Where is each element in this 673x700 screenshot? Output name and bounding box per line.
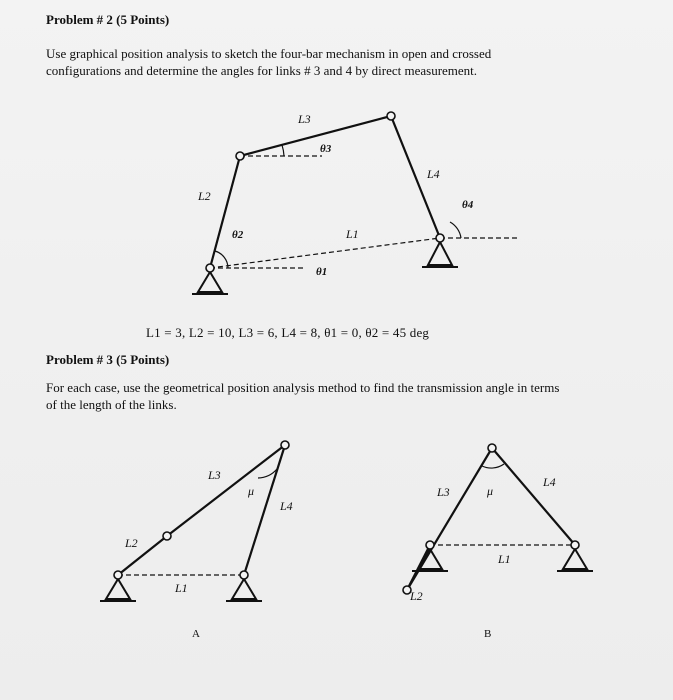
figB-caption: B [484,628,492,640]
problem3-heading: Problem # 3 (5 Points) [46,352,170,367]
problem2-line2: configurations and determine the angles for links # 3 and 4 by direct measurement. [46,63,478,78]
figB-mu-arc [482,464,504,468]
figA-ground-pivot-right [240,571,248,579]
figB-label-L1: L1 [498,552,511,566]
figA-caption: A [192,628,200,640]
figB-ground-pivot-left [426,541,434,549]
problem3-line2: of the length of the links. [46,397,177,412]
label-L4: L4 [427,167,440,181]
figA-joint-crank [163,532,171,540]
label-theta1: θ1 [316,266,328,278]
problem3-line1: For each case, use the geometrical position analysis method to find the transmission angle in terms [46,380,560,395]
figB-joint-coupler [488,444,496,452]
figA-label-L2: L2 [125,536,138,550]
problem2-line1: Use graphical position analysis to sketch the four-bar mechanism in open and crossed [46,46,492,61]
figA-label-L4: L4 [280,499,293,513]
figA-ground-support-left-icon [106,579,130,599]
figA-label-L1: L1 [175,581,188,595]
label-theta3: θ3 [320,143,332,155]
problem2-heading: Problem # 2 (5 Points) [46,12,170,27]
figA-joint-coupler [281,441,289,449]
label-L3: L3 [298,112,311,126]
figB-link-L4 [492,448,575,545]
figA-label-L3: L3 [208,468,221,482]
label-theta2: θ2 [232,229,244,241]
figB-label-L4: L4 [543,475,556,489]
figA-link-L4 [244,445,285,575]
label-theta4: θ4 [462,199,474,211]
figure-B [403,444,593,640]
figA-link-L3 [167,445,285,536]
label-L1: L1 [346,227,359,241]
figure-A [100,441,293,640]
figA-ground-pivot-left [114,571,122,579]
figB-label-mu: μ [487,484,494,498]
figA-ground-support-right-icon [232,579,256,599]
figB-label-L2: L2 [410,589,423,603]
figB-label-L3: L3 [437,485,450,499]
label-L2: L2 [198,189,211,203]
figB-ground-pivot-right [571,541,579,549]
figB-ground-support-right-icon [563,549,587,569]
problem2-given-values: L1 = 3, L2 = 10, L3 = 6, L4 = 8, θ1 = 0, θ2 = 45 deg [146,325,430,340]
figA-label-mu: μ [248,484,255,498]
